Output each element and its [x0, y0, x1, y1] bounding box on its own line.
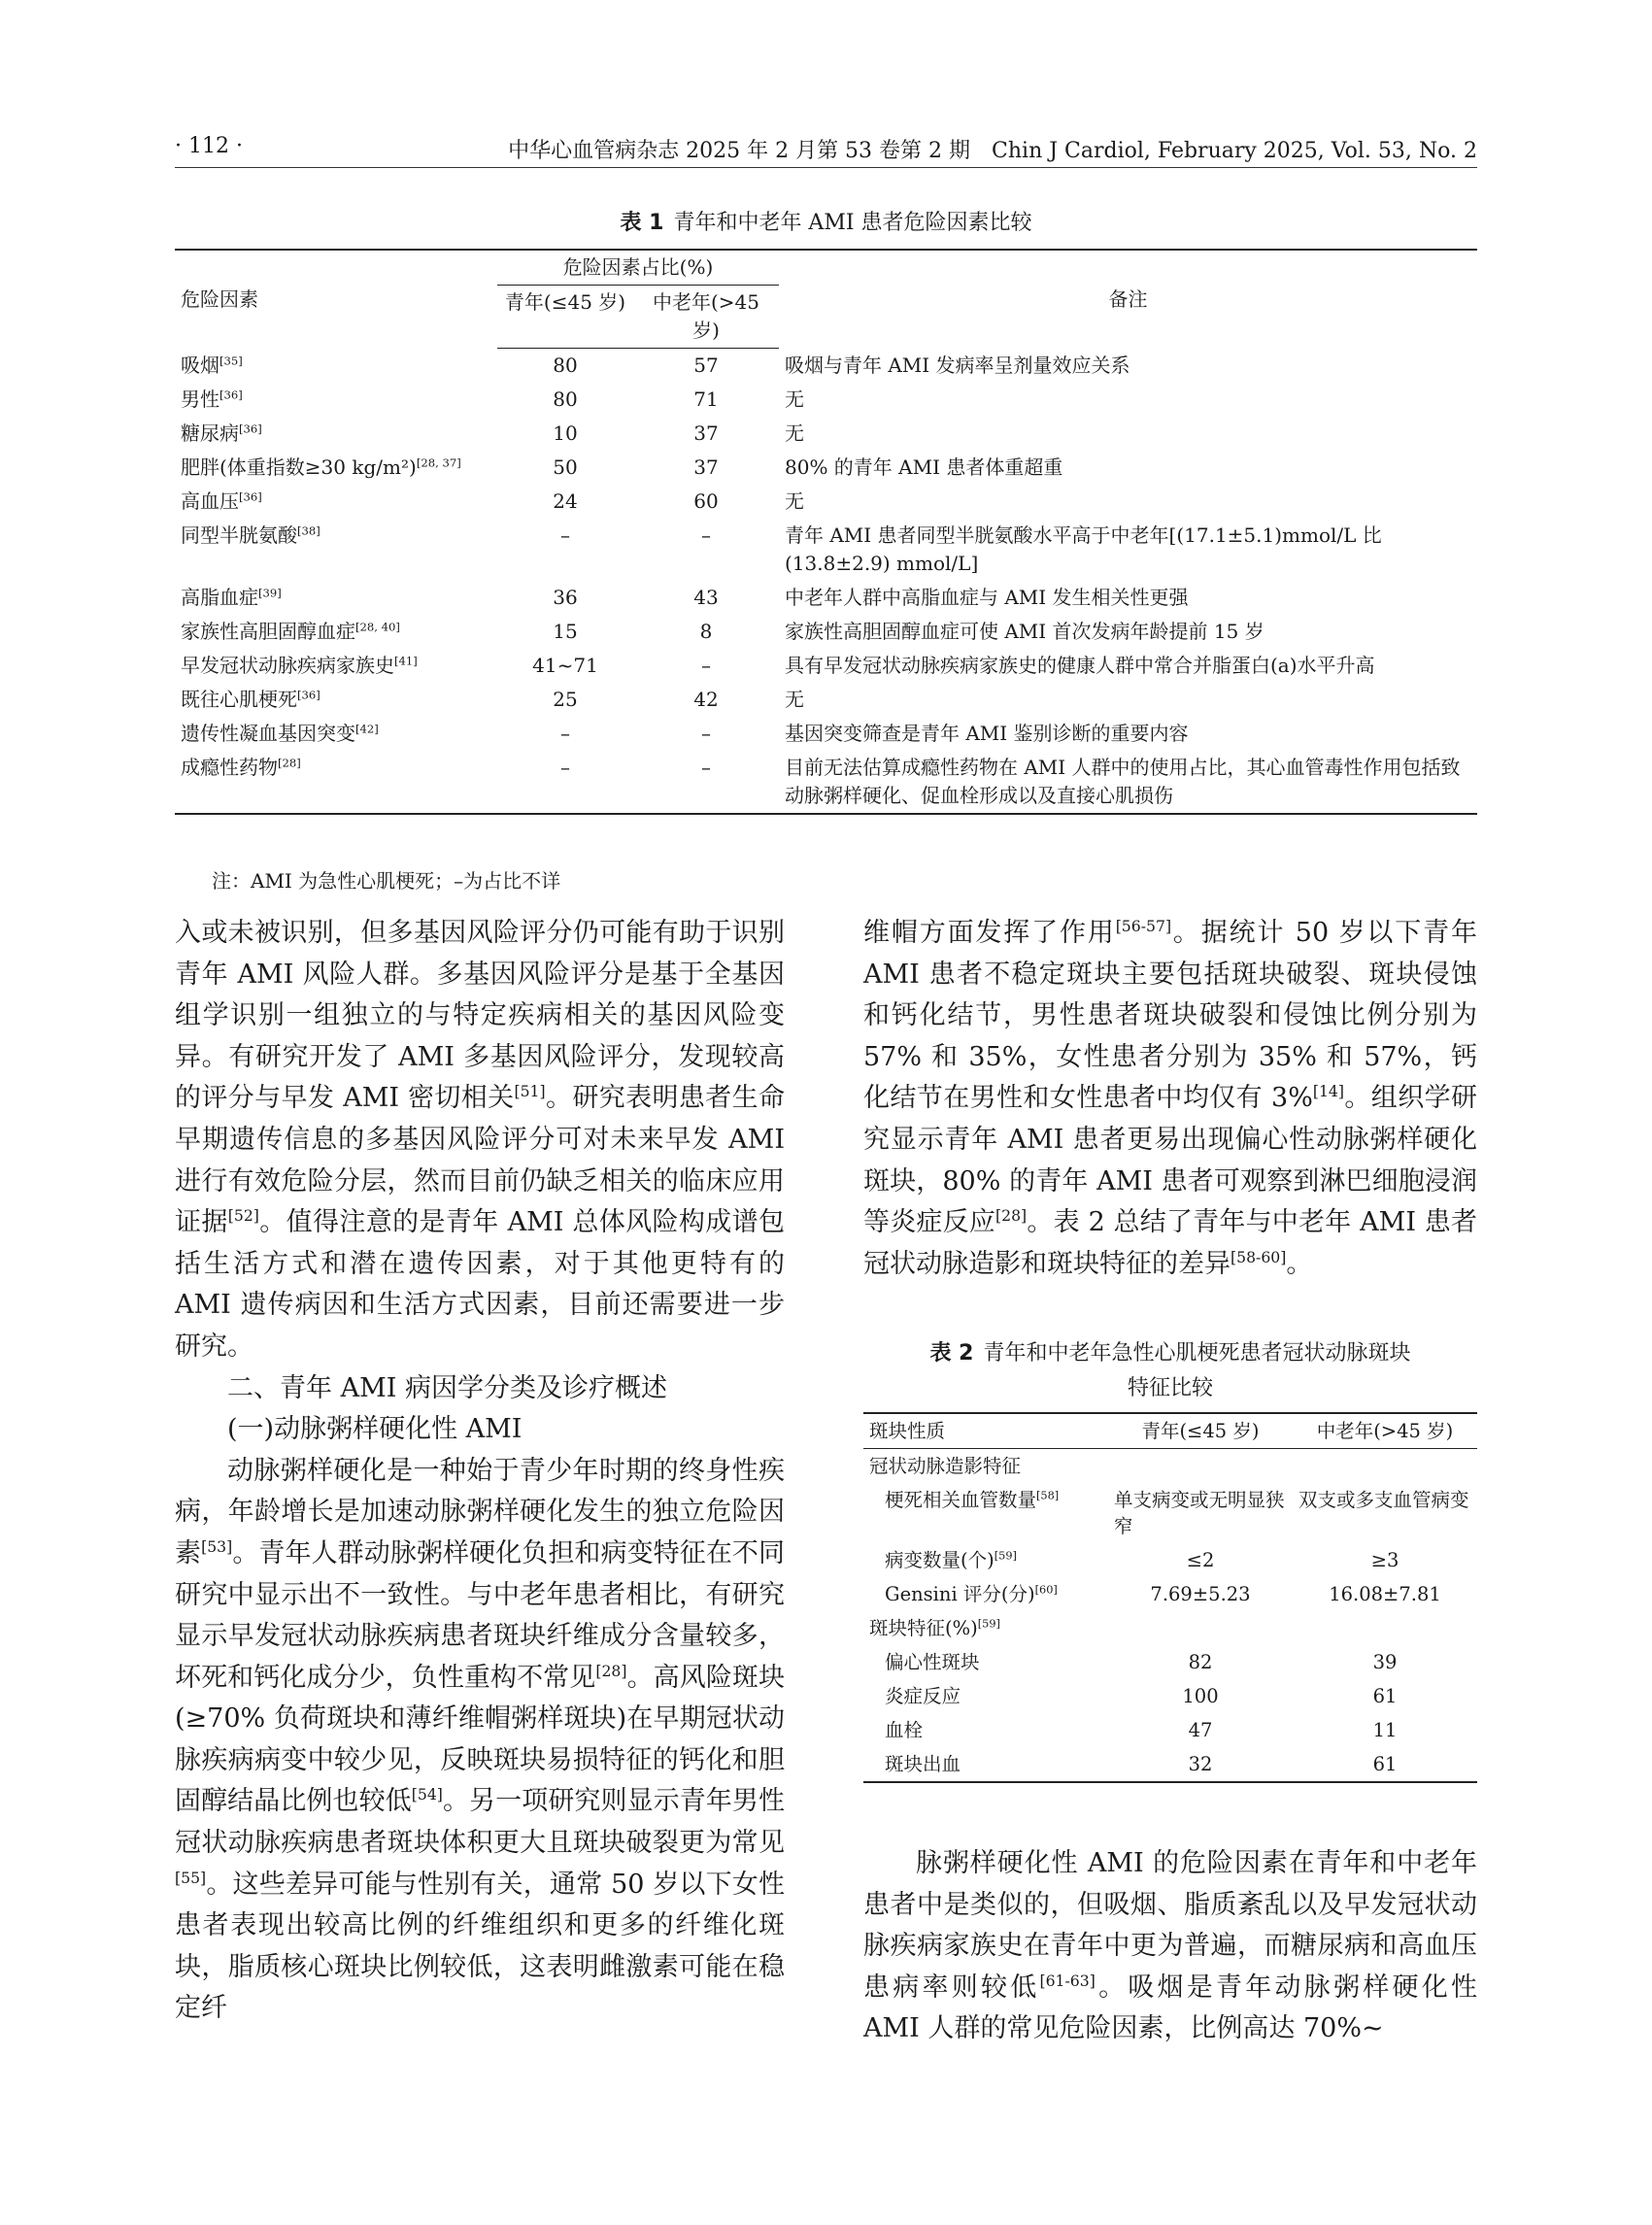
table1-cell-old: 43 — [693, 586, 719, 609]
table2-cell-old: 61 — [1293, 1747, 1477, 1782]
table1-cell-note: 基因突变筛查是青年 AMI 鉴别诊断的重要内容 — [785, 722, 1189, 745]
subsection-heading: (一)动脉粥样硬化性 AMI — [227, 1414, 523, 1445]
table1-cell-young: 50 — [553, 455, 578, 479]
table1-cell-note: 家族性高胆固醇血症可使 AMI 首次发病年龄提前 15 岁 — [785, 620, 1264, 643]
table2-cell-young: 7.69±5.23 — [1150, 1583, 1251, 1605]
paragraph — [175, 913, 785, 1368]
cell-text: 家族性高胆固醇血症 — [181, 620, 355, 643]
citation-ref: [39] — [258, 586, 282, 600]
table2-header-prop: 斑块性质 — [863, 1413, 1108, 1449]
table1-cell-factor — [175, 683, 497, 717]
table2-cell-young: 32 — [1108, 1747, 1293, 1782]
text-run: 入或未被识别，但多基因风险评分仍可能有助于识别青年 AMI 风险人群。多基因风险评分是基于全基因组学识别一组独立的与特定疾病相关的基因风险变异。有研究开发了 AMI 多基因风险评分，发现较高的评分与早发 AMI 密切相关 — [175, 918, 785, 1114]
table2-cell-old: 11 — [1372, 1719, 1398, 1741]
table2-row-label: 偏心性斑块 — [885, 1651, 980, 1673]
table1-header-young: 青年(≤45 岁) — [497, 286, 633, 349]
citation-ref: [14] — [1312, 1082, 1344, 1101]
table1-cell-young: 24 — [553, 489, 578, 513]
table1-cell-note: 中老年人群中高脂血症与 AMI 发生相关性更强 — [785, 586, 1189, 609]
cell-text: 男性 — [181, 388, 219, 411]
citation-ref: [52] — [227, 1206, 259, 1226]
table1-cell-young: 80 — [553, 388, 578, 411]
table1-cell-old: 42 — [693, 688, 719, 711]
table2-row-label: 炎症反应 — [885, 1685, 961, 1707]
table1-cell-old: 8 — [699, 620, 713, 643]
citation-ref: [28] — [595, 1661, 627, 1680]
table-row — [863, 1483, 1477, 1543]
citation-ref: [28, 40] — [355, 620, 400, 634]
paragraph — [863, 1843, 1477, 2050]
table1-caption — [175, 206, 1477, 236]
citation-ref: [36] — [219, 388, 243, 402]
table-row — [863, 1543, 1477, 1577]
table1-cell-factor — [175, 417, 497, 451]
table2-cell-young: 47 — [1188, 1719, 1213, 1741]
citation-ref: [51] — [514, 1082, 546, 1101]
table-row — [863, 1645, 1477, 1679]
table2-row-label — [863, 1543, 1108, 1577]
citation-ref: [35] — [219, 353, 243, 367]
citation-ref: [58-60] — [1231, 1247, 1287, 1266]
table2-cell-young: 单支病变或无明显狭窄 — [1114, 1489, 1285, 1537]
table2-header-young: 青年(≤45 岁) — [1108, 1413, 1293, 1449]
cell-text: 吸烟 — [181, 353, 219, 377]
citation-ref: [28] — [278, 756, 301, 770]
table1-cell-note: 具有早发冠状动脉疾病家族史的健康人群中常合并脂蛋白(a)水平升高 — [785, 654, 1375, 677]
table1-cell-factor — [175, 451, 497, 485]
table1 — [175, 249, 1477, 815]
table-row — [863, 1449, 1477, 1484]
cell-text: 高血压 — [181, 489, 239, 513]
citation-ref: [60] — [1034, 1583, 1058, 1597]
table-row — [175, 519, 1477, 581]
table2-label: 表 2 — [929, 1341, 974, 1365]
cell-text: 病变数量(个) — [885, 1549, 995, 1571]
text-run: 。吸烟是青年动脉粥样硬化性 AMI 人群的常见危险因素，比例高达 70%~ — [863, 1972, 1478, 2044]
table-row — [175, 485, 1477, 519]
citation-ref: [36] — [239, 421, 262, 436]
table-row — [175, 649, 1477, 683]
table-row — [175, 751, 1477, 814]
table1-cell-factor — [175, 717, 497, 751]
table1-cell-young: – — [560, 722, 570, 745]
paragraph — [175, 1451, 785, 2030]
text-run: 维帽方面发挥了作用 — [863, 918, 1116, 948]
table2-cell-old: 16.08±7.81 — [1329, 1583, 1441, 1605]
table1-cell-young: 10 — [553, 421, 578, 445]
cell-text: 同型半胱氨酸 — [181, 523, 297, 547]
text-run: 动脉粥样硬化是一种始于青少年时期的终身性疾病，年龄增长是加速动脉粥样硬化发生的独立危险因素 — [175, 1455, 785, 1568]
table1-cell-young: 41~71 — [532, 654, 598, 677]
table1-header-ratio: 危险因素占比(%) — [497, 250, 779, 286]
cell-text: 高脂血症 — [181, 586, 258, 609]
citation-ref: [42] — [355, 722, 379, 736]
table-row — [175, 615, 1477, 649]
text-run: 。高风险斑块(≥70% 负荷斑块和薄纤维帽粥样斑块)在早期冠状动脉疾病病变中较少见，反映斑块易损特征的钙化和胆固醇结晶比例也较低 — [175, 1662, 786, 1817]
table2-cell-young: 82 — [1188, 1651, 1213, 1673]
table1-cell-factor — [175, 615, 497, 649]
right-column-top — [863, 913, 1477, 1285]
table2-cell-old: 39 — [1372, 1651, 1398, 1673]
text-run: 。表 2 总结了青年与中老年 AMI 患者冠状动脉造影和斑块特征的差异 — [863, 1207, 1477, 1279]
table1-cell-old: 60 — [693, 489, 719, 513]
table1-cell-factor — [175, 649, 497, 683]
table1-cell-note: 无 — [785, 421, 804, 445]
table-row — [175, 349, 1477, 384]
text-run: 。值得注意的是青年 AMI 总体风险构成谱包括生活方式和潜在遗传因素，对于其他更特有的 AMI 遗传病因和生活方式因素，目前还需要进一步研究。 — [175, 1207, 785, 1362]
citation-ref: [61-63] — [1039, 1971, 1096, 1990]
table1-cell-factor — [175, 581, 497, 615]
table1-cell-old: – — [701, 523, 711, 547]
table1-cell-young: 15 — [553, 620, 578, 643]
table2-title: 青年和中老年急性心肌梗死患者冠状动脉斑块 — [983, 1341, 1411, 1365]
table2-cell-old: 双支或多支血管病变 — [1298, 1489, 1469, 1511]
text-run: 。研究表明患者生命早期遗传信息的多基因风险评分可对未来早发 AMI 进行有效危险分层，然而目前仍缺乏相关的临床应用证据 — [175, 1083, 785, 1238]
table2-cell-old: ≥3 — [1370, 1549, 1399, 1571]
table2-header-old: 中老年(>45 岁) — [1293, 1413, 1477, 1449]
table-row — [175, 451, 1477, 485]
table2-row-label — [863, 1483, 1108, 1543]
citation-ref: [36] — [297, 688, 320, 702]
citation-ref: [56-57] — [1115, 917, 1172, 935]
table1-cell-young: – — [497, 751, 633, 814]
text-run: 。青年人群动脉粥样硬化负担和病变特征在不同研究中显示出不一致性。与中老年患者相比，有研究显示早发冠状动脉疾病患者斑块纤维成分含量较多，坏死和钙化成分少，负性重构不常见 — [175, 1537, 786, 1693]
table-row — [863, 1577, 1477, 1611]
citation-ref: [36] — [239, 489, 262, 504]
table1-cell-old: 71 — [693, 388, 719, 411]
table-row — [175, 383, 1477, 417]
table-row — [863, 1611, 1477, 1645]
table1-cell-note: 无 — [785, 489, 804, 513]
cell-text: 梗死相关血管数量 — [885, 1489, 1037, 1511]
table-row — [175, 717, 1477, 751]
table2-group-label: 冠状动脉造影特征 — [869, 1455, 1022, 1477]
citation-ref: [59] — [994, 1549, 1017, 1563]
table1-cell-factor — [175, 349, 497, 384]
table1-cell-old: 37 — [693, 455, 719, 479]
table2 — [863, 1412, 1477, 1783]
journal-citation: 中华心血管病杂志 2025 年 2 月第 53 卷第 2 期 Chin J Cardiol, February 2025, Vol. 53, No. 2 — [508, 139, 1477, 163]
table1-cell-note: 无 — [785, 688, 804, 711]
table-row — [175, 683, 1477, 717]
citation-ref: [54] — [411, 1785, 443, 1804]
cell-text: 成瘾性药物 — [181, 756, 278, 779]
table1-cell-young: 36 — [553, 586, 578, 609]
table2-title-line2: 特征比较 — [1127, 1376, 1213, 1400]
table2-row-label: 血栓 — [885, 1719, 924, 1741]
table1-cell-factor — [175, 751, 497, 814]
text-run: 。据统计 50 岁以下青年 AMI 患者不稳定斑块主要包括斑块破裂、斑块侵蚀和钙化结节，男性患者斑块破裂和侵蚀比例分别为 57% 和 35%，女性患者分别为 35% 和 57%，钙化结节在男性和女性患者中均仅有 3% — [863, 918, 1477, 1114]
table2-row-label: 斑块出血 — [863, 1747, 1108, 1782]
table2-cell-old: 61 — [1372, 1685, 1398, 1707]
text-run: 脉粥样硬化性 AMI 的危险因素在青年和中老年患者中是类似的，但吸烟、脂质紊乱以及早发冠状动脉疾病家族史在青年中更为普遍，而糖尿病和高血压患病率则较低 — [863, 1848, 1477, 2003]
table2-caption — [863, 1336, 1477, 1406]
citation-ref: [28, 37] — [416, 455, 461, 470]
cell-text: 斑块特征(%) — [869, 1617, 978, 1639]
citation-ref: [53] — [201, 1536, 233, 1556]
table1-title: 青年和中老年 AMI 患者危险因素比较 — [673, 211, 1032, 235]
table1-cell-factor — [175, 383, 497, 417]
table1-cell-old: 57 — [693, 354, 719, 377]
citation-ref: [58] — [1036, 1489, 1060, 1502]
table1-cell-note: 无 — [785, 388, 804, 411]
cell-text: 既往心肌梗死 — [181, 688, 297, 711]
table1-cell-note: 青年 AMI 患者同型半胱氨酸水平高于中老年[(17.1±5.1)mmol/L 比 (13.8±2.9) mmol/L] — [785, 523, 1382, 575]
table-row — [863, 1747, 1477, 1782]
table1-cell-old: – — [701, 654, 711, 677]
cell-text: 遗传性凝血基因突变 — [181, 722, 355, 745]
table1-footnote: 注：AMI 为急性心肌梗死；–为占比不详 — [212, 869, 561, 893]
table1-cell-young: 80 — [553, 354, 578, 377]
table-row — [175, 417, 1477, 451]
table1-header-old: 中老年(>45 岁) — [633, 286, 779, 349]
table1-cell-old: – — [633, 751, 779, 814]
table1-label: 表 1 — [620, 211, 664, 235]
text-run: 。这些差异可能与性别有关，通常 50 岁以下女性患者表现出较高比例的纤维组织和更多的纤维化斑块，脂质核心斑块比例较低，这表明雌激素可能在稳定纤 — [175, 1869, 785, 2024]
table1-cell-note: 80% 的青年 AMI 患者体重超重 — [785, 455, 1063, 479]
left-column — [175, 913, 785, 2030]
table2-row-label — [863, 1577, 1108, 1611]
table1-cell-note: 吸烟与青年 AMI 发病率呈剂量效应关系 — [785, 353, 1130, 377]
citation-ref: [38] — [297, 523, 320, 538]
citation-ref: [28] — [995, 1206, 1028, 1226]
table1-header-note: 备注 — [779, 250, 1477, 349]
table2-cell-young: ≤2 — [1186, 1549, 1215, 1571]
paragraph — [863, 913, 1477, 1285]
text-run: 。另一项研究则显示青年男性冠状动脉疾病患者斑块体积更大且斑块破裂更为常见 — [175, 1786, 786, 1859]
table1-cell-young: – — [560, 523, 570, 547]
table-row — [863, 1679, 1477, 1713]
table-row — [863, 1713, 1477, 1747]
table1-cell-factor — [175, 519, 497, 581]
cell-text: 肥胖(体重指数≥30 kg/m²) — [181, 455, 417, 479]
table1-cell-young: 25 — [553, 688, 578, 711]
table1-cell-factor — [175, 485, 497, 519]
citation-ref: [55] — [175, 1868, 207, 1887]
right-column-bottom — [863, 1843, 1477, 2050]
table2-cell-young: 100 — [1182, 1685, 1219, 1707]
table2-group-label — [863, 1611, 1477, 1645]
table1-cell-old: – — [701, 722, 711, 745]
section-heading: 二、青年 AMI 病因学分类及诊疗概述 — [227, 1372, 667, 1403]
table1-cell-note: 目前无法估算成瘾性药物在 AMI 人群中的使用占比，其心血管毒性作用包括致动脉粥样硬化、促血栓形成以及直接心肌损伤 — [779, 751, 1477, 814]
table1-cell-old: 37 — [693, 421, 719, 445]
cell-text: Gensini 评分(分) — [885, 1583, 1035, 1605]
citation-ref: [41] — [394, 654, 418, 668]
table1-header-factor: 危险因素 — [175, 250, 497, 349]
table-row — [175, 581, 1477, 615]
text-run: 。组织学研究显示青年 AMI 患者更易出现偏心性动脉粥样硬化斑块，80% 的青年 AMI 患者可观察到淋巴细胞浸润等炎症反应 — [863, 1083, 1478, 1238]
text-run: 。 — [1286, 1248, 1313, 1279]
cell-text: 糖尿病 — [181, 421, 239, 445]
citation-ref: [59] — [977, 1617, 1000, 1631]
running-header — [175, 134, 1477, 168]
page-number: · 112 · — [175, 134, 243, 158]
cell-text: 早发冠状动脉疾病家族史 — [181, 654, 394, 677]
